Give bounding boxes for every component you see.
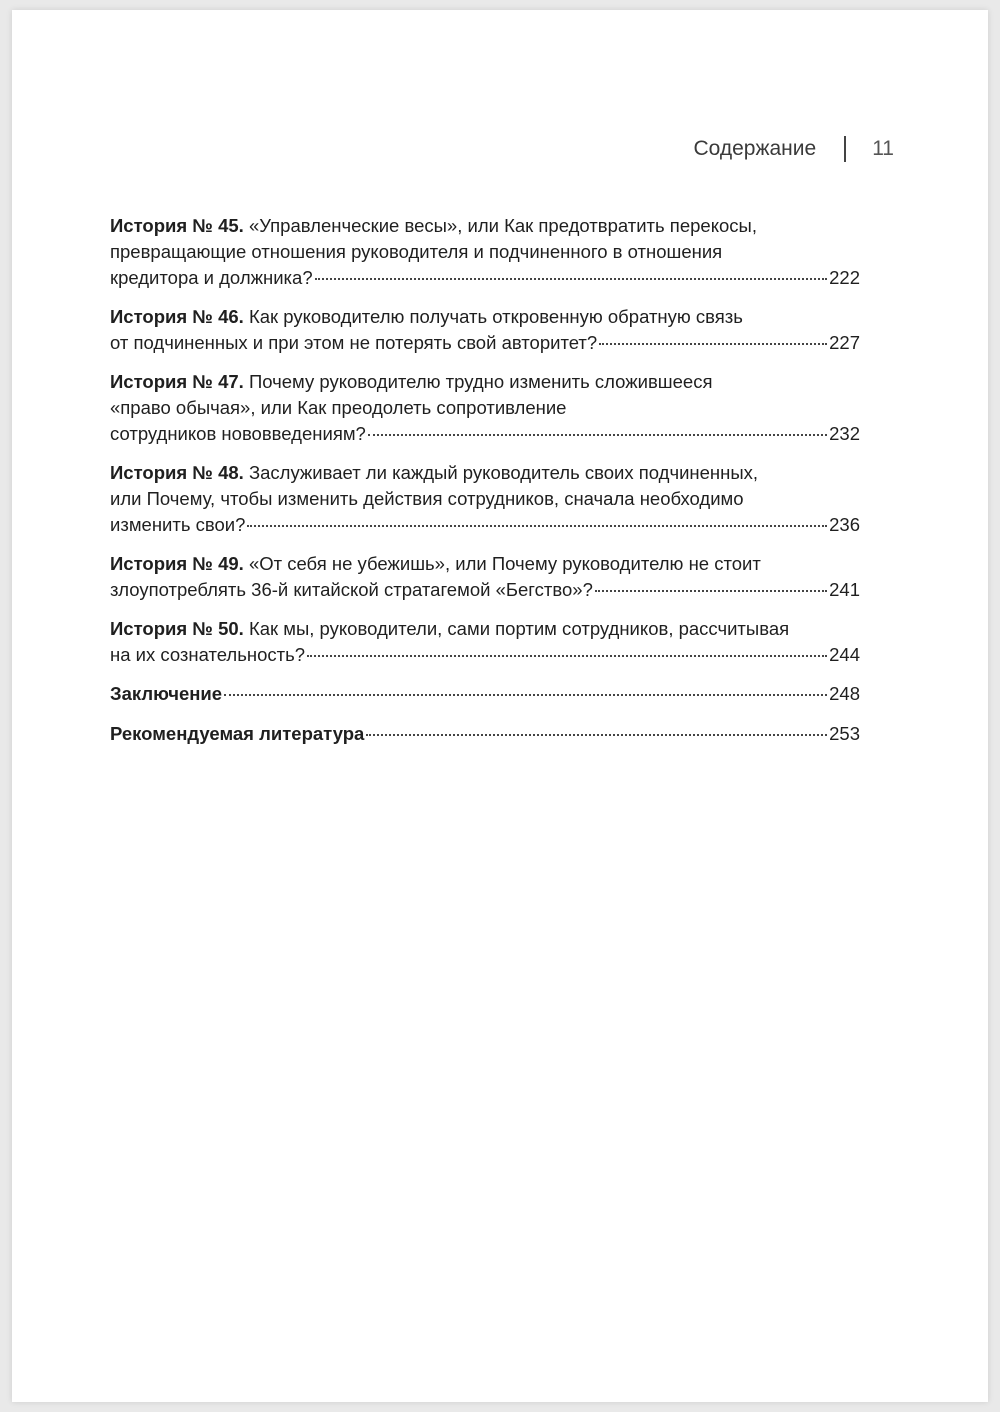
toc-line	[110, 304, 860, 330]
toc-line	[110, 616, 860, 642]
toc-entry-text: Как руководителю получать откровенную обратную связь	[248, 306, 743, 327]
dot-leader	[315, 278, 828, 280]
toc-line	[110, 577, 860, 603]
section-title: Содержание	[693, 137, 817, 160]
toc-entry-47[interactable]	[110, 369, 860, 447]
toc-entry-text: Как мы, руководители, сами портим сотрудников, рассчитывая	[248, 618, 790, 639]
toc-entry-text: кредитора и должника?	[110, 267, 313, 288]
header-divider	[844, 136, 846, 162]
dot-leader	[224, 694, 827, 696]
running-head	[693, 134, 894, 164]
toc-entry-number: История № 47.	[110, 371, 244, 392]
toc-entry-text: на их сознательность?	[110, 644, 306, 665]
toc-entry-text: Почему руководителю трудно изменить сложившееся	[248, 371, 713, 392]
toc-entry-45[interactable]	[110, 213, 860, 291]
toc-page-number: 227	[829, 332, 860, 353]
toc-entry-text: изменить свои?	[110, 514, 246, 535]
toc-line	[110, 721, 860, 747]
dot-leader	[368, 434, 827, 436]
toc-page-number: 253	[829, 723, 860, 744]
table-of-contents	[110, 213, 860, 761]
toc-line	[110, 330, 860, 356]
toc-line	[110, 681, 860, 707]
toc-line	[110, 369, 860, 395]
toc-entry-title: Заключение	[110, 683, 223, 704]
dot-leader	[595, 590, 827, 592]
toc-line	[110, 486, 860, 512]
toc-line	[110, 551, 860, 577]
toc-page-number: 248	[829, 683, 860, 704]
toc-entry-46[interactable]	[110, 304, 860, 356]
page-number: 11	[872, 137, 894, 160]
toc-page-number: 244	[829, 644, 860, 665]
toc-entry-text: сотрудников нововведениям?	[110, 423, 366, 444]
dot-leader	[307, 655, 827, 657]
toc-line	[110, 512, 860, 538]
toc-entry-conclusion[interactable]	[110, 681, 860, 707]
toc-page-number: 222	[829, 267, 860, 288]
toc-entry-number: История № 49.	[110, 553, 244, 574]
toc-entry-text: или Почему, чтобы изменить действия сотрудников, сначала необходимо	[110, 488, 744, 509]
toc-entry-text: «Управленческие весы», или Как предотвратить перекосы,	[248, 215, 757, 236]
toc-line	[110, 395, 860, 421]
toc-line	[110, 460, 860, 486]
dot-leader	[366, 734, 827, 736]
toc-entry-text: превращающие отношения руководителя и подчиненного в отношения	[110, 241, 723, 262]
toc-entry-50[interactable]	[110, 616, 860, 668]
toc-entry-text: Заслуживает ли каждый руководитель своих подчиненных,	[248, 462, 759, 483]
toc-page-number: 232	[829, 423, 860, 444]
toc-entry-number: История № 50.	[110, 618, 244, 639]
book-page	[12, 10, 988, 1402]
toc-entry-literature[interactable]	[110, 721, 860, 747]
toc-line	[110, 239, 860, 265]
toc-entry-text: от подчиненных и при этом не потерять свой авторитет?	[110, 332, 598, 353]
toc-line	[110, 213, 860, 239]
dot-leader	[247, 525, 827, 527]
toc-entry-number: История № 46.	[110, 306, 244, 327]
toc-entry-49[interactable]	[110, 551, 860, 603]
toc-entry-48[interactable]	[110, 460, 860, 538]
toc-page-number: 236	[829, 514, 860, 535]
toc-entry-text: «От себя не убежишь», или Почему руководителю не стоит	[248, 553, 761, 574]
toc-entry-number: История № 45.	[110, 215, 244, 236]
toc-entry-title: Рекомендуемая литература	[110, 723, 365, 744]
toc-line	[110, 421, 860, 447]
toc-entry-number: История № 48.	[110, 462, 244, 483]
toc-page-number: 241	[829, 579, 860, 600]
toc-line	[110, 642, 860, 668]
toc-entry-text: злоупотреблять 36-й китайской стратагемой «Бегство»?	[110, 579, 593, 600]
dot-leader	[599, 343, 827, 345]
toc-entry-text: «право обычая», или Как преодолеть сопротивление	[110, 397, 567, 418]
toc-line	[110, 265, 860, 291]
